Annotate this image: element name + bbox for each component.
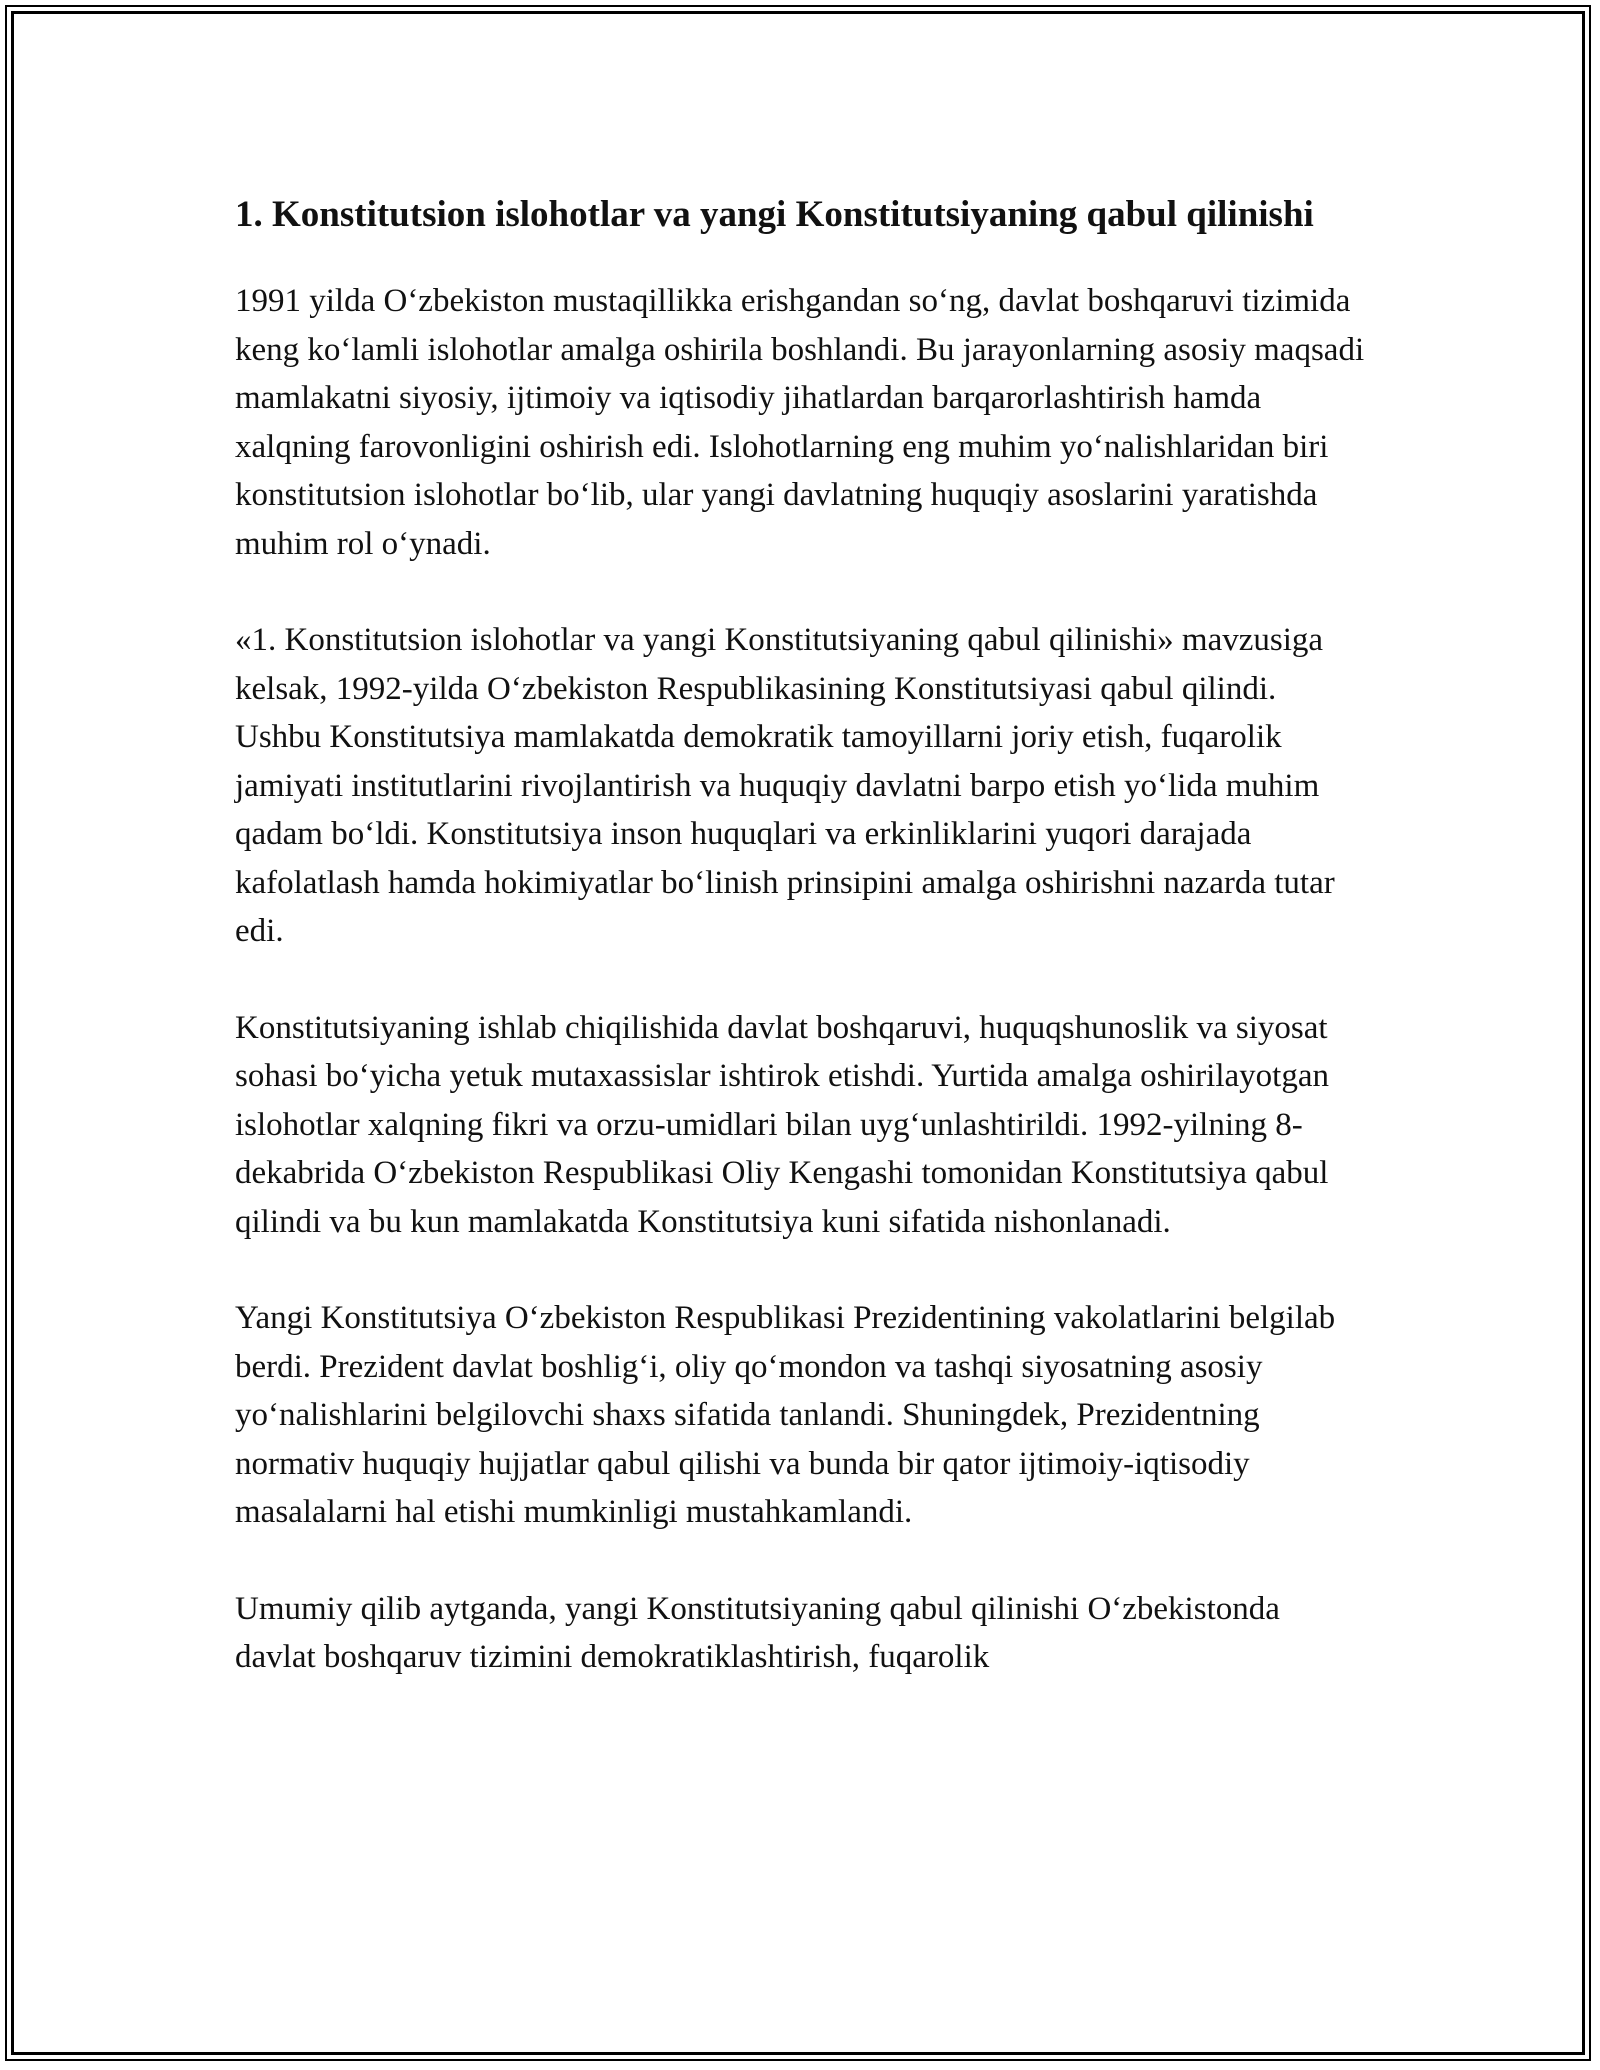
document-title: 1. Konstitutsion islohotlar va yangi Konstitutsiyaning qabul qilinishi bbox=[235, 194, 1314, 235]
paragraph-4: Yangi Konstitutsiya O‘zbekiston Respublikasi Prezidentining vakolatlarini belgilab berdi. Prezident davlat boshlig‘i, oliy qo‘mondon va tashqi siyosatning asosiy yo‘nalishlarini belgilovchi shaxs sifatida tanlandi. Shuningdek, Prezidentning normativ huquqiy hujjatlar qabul qilishi va bunda bir qator ijtimoiy-iqtisodiy masalalarni hal etishi mumkinligi mustahkamlandi. bbox=[235, 1300, 1336, 1530]
document-body bbox=[235, 188, 1365, 1730]
paragraph-1: 1991 yilda O‘zbekiston mustaqillikka erishgandan so‘ng, davlat boshqaruvi tizimida keng ko‘lamli islohotlar amalga oshirila boshlandi. Bu jarayonlarning asosiy maqsadi mamlakatni siyosiy, ijtimoiy va iqtisodiy jihatlardan barqarorlashtirish hamda xalqning farovonligini oshirish edi. Islohotlarning eng muhim yo‘nalishlaridan biri konstitutsion islohotlar bo‘lib, ular yangi davlatning huquqiy asoslarini yaratishda muhim rol o‘ynadi. bbox=[235, 283, 1365, 562]
paragraph-2: «1. Konstitutsion islohotlar va yangi Konstitutsiyaning qabul qilinishi» mavzusiga kelsak, 1992-yilda O‘zbekiston Respublikasining Konstitutsiyasi qabul qilindi. Ushbu Konstitutsiya mamlakatda demokratik tamoyillarni joriy etish, fuqarolik jamiyati institutlarini rivojlantirish va huquqiy davlatni barpo etish yo‘lida muhim qadam bo‘ldi. Konstitutsiya inson huquqlari va erkinliklarini yuqori darajada kafolatlash hamda hokimiyatlar bo‘linish prinsipini amalga oshirishni nazarda tutar edi. bbox=[235, 622, 1335, 949]
paragraph-5: Umumiy qilib aytganda, yangi Konstitutsiyaning qabul qilinishi O‘zbekistonda davlat boshqaruv tizimini demokratiklashtirish, fuqarolik bbox=[235, 1590, 1280, 1675]
paragraph-3: Konstitutsiyaning ishlab chiqilishida davlat boshqaruvi, huquqshunoslik va siyosat sohasi bo‘yicha yetuk mutaxassislar ishtirok etishdi. Yurtida amalga oshirilayotgan islohotlar xalqning fikri va orzu-umidlari bilan uyg‘unlashtirildi. 1992-yilning 8-dekabrida O‘zbekiston Respublikasi Oliy Kengashi tomonidan Konstitutsiya qabul qilindi va bu kun mamlakatda Konstitutsiya kuni sifatida nishonlanadi. bbox=[235, 1009, 1329, 1240]
